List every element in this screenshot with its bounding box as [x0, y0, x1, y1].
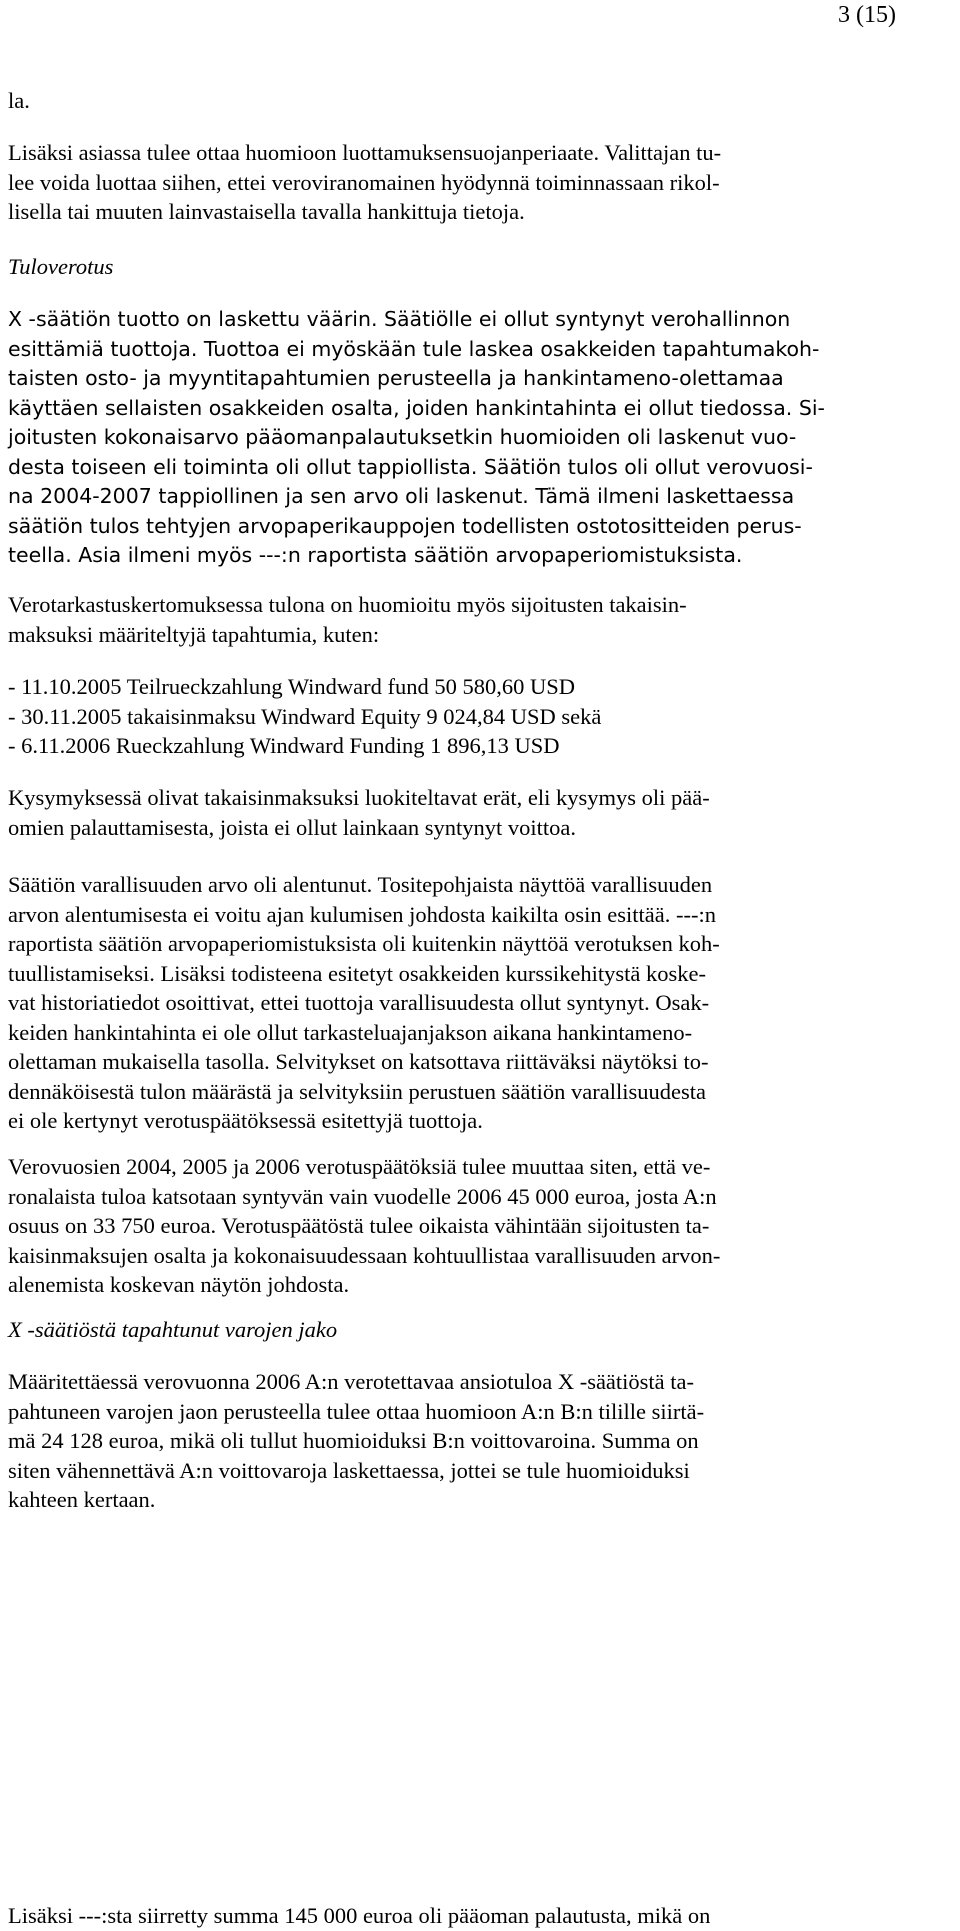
- text-line: joitusten kokonaisarvo pääomanpalautuksetkin huomioiden oli laskenut vuo-: [8, 425, 797, 449]
- text-line: desta toiseen eli toiminta oli ollut tappiollista. Säätiön tulos oli ollut verovuosi-: [8, 454, 813, 479]
- text-line: Lisäksi asiassa tulee ottaa huomioon luottamuksensuojanperiaate. Valittajan tu-: [8, 140, 722, 165]
- text-line: taisten osto- ja myyntitapahtumien perusteella ja hankintameno-olettamaa: [8, 366, 784, 390]
- list-item: - 30.11.2005 takaisinmaksu Windward Equity 9 024,84 USD sekä: [8, 703, 602, 729]
- text-line: keiden hankintahinta ei ole ollut tarkasteluajanjakson aikana hankintameno-: [8, 1019, 693, 1045]
- text-line: käyttäen sellaisten osakkeiden osalta, joiden hankintahinta ei ollut tiedossa. Si-: [8, 395, 825, 420]
- text-line: X -säätiön tuotto on laskettu väärin. Säätiölle ei ollut syntynyt verohallinnon: [8, 307, 791, 331]
- text-line: kahteen kertaan.: [8, 1487, 156, 1512]
- text-line: mä 24 128 euroa, mikä oli tullut huomioiduksi B:n voittovaroina. Summa on: [8, 1428, 699, 1453]
- text-line: tuullistamiseksi. Lisäksi todisteena esitetyt osakkeiden kurssikehitystä koske-: [8, 960, 707, 986]
- text-line: kaisinmaksujen osalta ja kokonaisuudessaan kohtuullistaa varallisuuden arvon-: [8, 1242, 721, 1268]
- text-line: Määritettäessä verovuonna 2006 A:n verotettavaa ansiotuloa X -säätiöstä ta-: [8, 1369, 695, 1394]
- text-line: Lisäksi ---:sta siirretty summa 145 000 euroa oli pääoman palautusta, mikä on: [8, 1903, 711, 1928]
- text-line: na 2004-2007 tappiollinen ja sen arvo oli laskenut. Tämä ilmeni laskettaessa: [8, 484, 795, 508]
- text-line: Verotarkastuskertomuksessa tulona on huomioitu myös sijoitusten takaisin-: [8, 592, 687, 617]
- text-line: raportista säätiön arvopaperiomistuksista oli kuitenkin näyttöä verotuksen koh-: [8, 931, 720, 956]
- text-line: Kysymyksessä olivat takaisinmaksuksi luokiteltavat erät, eli kysymys oli pää-: [8, 785, 710, 810]
- list-item: - 11.10.2005 Teilrueckzahlung Windward fund 50 580,60 USD: [8, 674, 576, 699]
- text-line: lisella tai muuten lainvastaisella tavalla hankittuja tietoja.: [8, 199, 525, 224]
- text-line: ronalaista tuloa katsotaan syntyvän vain vuodelle 2006 45 000 euroa, josta A:n: [8, 1183, 717, 1209]
- text-line: osuus on 33 750 euroa. Verotuspäätöstä tulee oikaista vähintään sijoitusten ta-: [8, 1213, 710, 1238]
- text-line: omien palauttamisesta, joista ei ollut lainkaan syntynyt voittoa.: [8, 814, 577, 840]
- text-line: ei ole kertynyt verotuspäätöksessä esitettyjä tuottoja.: [8, 1108, 483, 1133]
- text-line: Säätiön varallisuuden arvo oli alentunut. Tositepohjaista näyttöä varallisuuden: [8, 872, 713, 897]
- text-line: säätiön tulos tehtyjen arvopaperikauppojen todellisten ostotositteiden perus-: [8, 513, 802, 538]
- text-line: la.: [8, 88, 30, 113]
- heading-text: Tuloverotus: [8, 254, 114, 279]
- text-line: teella. Asia ilmeni myös ---:n raportista säätiön arvopaperiomistuksista.: [8, 543, 743, 567]
- text-line: Verovuosien 2004, 2005 ja 2006 verotuspäätöksiä tulee muuttaa siten, että ve-: [8, 1154, 711, 1179]
- text-line: vat historiatiedot osoittivat, ettei tuottoja varallisuudesta ollut syntynyt. Osak-: [8, 990, 710, 1015]
- text-line: olettaman mukaisella tasolla. Selvitykset on katsottava riittäväksi näytöksi to-: [8, 1049, 709, 1074]
- text-line: esittämiä tuottoja. Tuottoa ei myöskään tule laskea osakkeiden tapahtumakoh-: [8, 336, 820, 361]
- page-number: 3 (15): [838, 2, 896, 28]
- text-line: dennäköisestä tulon määrästä ja selvityksiin perustuen säätiön varallisuudesta: [8, 1078, 706, 1104]
- list-item: - 6.11.2006 Rueckzahlung Windward Funding 1 896,13 USD: [8, 733, 560, 758]
- text-line: maksuksi määriteltyjä tapahtumia, kuten:: [8, 621, 380, 647]
- text-line: lee voida luottaa siihen, ettei veroviranomainen hyödynnä toiminnassaan rikol-: [8, 169, 720, 195]
- text-line: pahtuneen varojen jaon perusteella tulee ottaa huomioon A:n B:n tilille siirtä-: [8, 1398, 705, 1424]
- text-line: alenemista koskevan näytön johdosta.: [8, 1272, 350, 1297]
- heading-text: X -säätiöstä tapahtunut varojen jako: [8, 1317, 338, 1342]
- text-line: arvon alentumisesta ei voitu ajan kulumisen johdosta kaikilta osin esittää. ---:n: [8, 901, 716, 927]
- text-line: siten vähennettävä A:n voittovaroja laskettaessa, jottei se tule huomioiduksi: [8, 1457, 690, 1483]
